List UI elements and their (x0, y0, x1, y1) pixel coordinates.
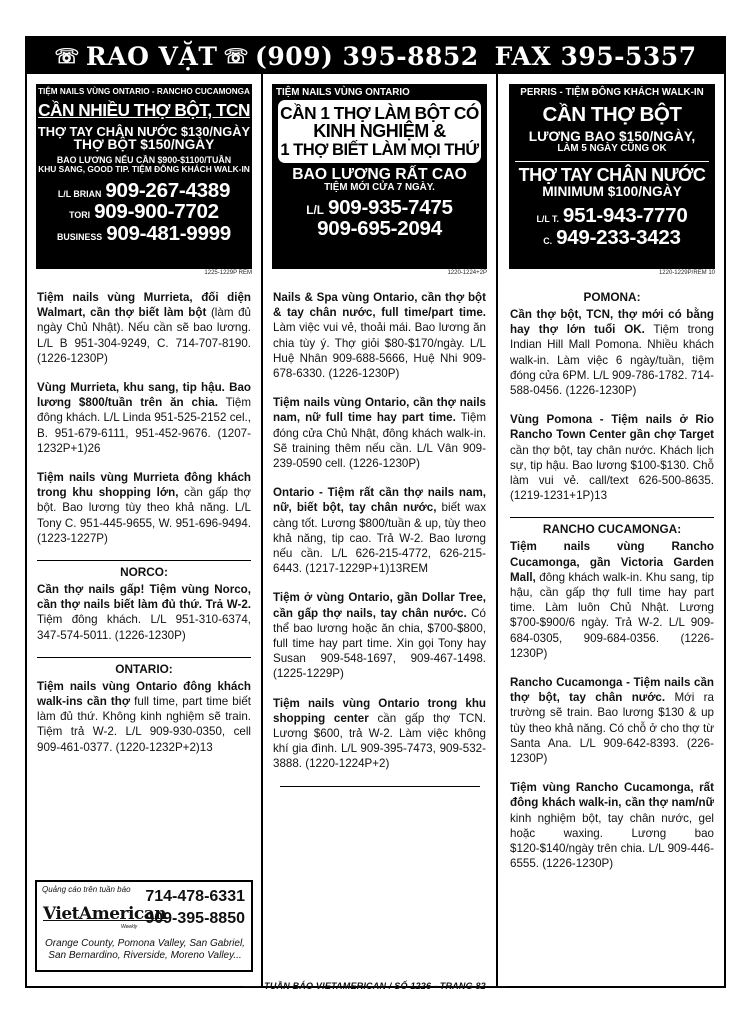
ad3-title: CẦN THỢ BỘT (542, 103, 682, 127)
masthead-phone: (909) 395-8852 (254, 41, 479, 71)
vietamerican-promo-box (35, 880, 253, 972)
ad2-headline-box: CẦN 1 THỢ LÀM BỘT CÓ KINH NGHIỆM & 1 THỢ BIẾT LÀM MỌI THỨ (278, 100, 481, 162)
masthead-title: RAO VẶT (85, 41, 218, 71)
ad1-code: 1225-1229P REM (204, 270, 252, 276)
listing: Tiệm vùng Rancho Cucamonga, rất đông khách walk-in, cần thợ nam/nữ kinh nghiệm bột, tay chân nước, gel hoặc waxing. Lương bao $120-$140/ngày trên chia. L/L 909-446-6555. (1226-1230P) (510, 781, 714, 871)
ad1-contact-3: BUSINESS 909-481-9999 (57, 221, 231, 245)
ad2-contact-2: 909-695-2094 (317, 217, 442, 241)
masthead (27, 38, 724, 74)
promo-phone-1: 714-478-6331 (145, 888, 245, 905)
ad3-contact-1: L/L T. 951-943-7770 (536, 203, 688, 227)
listing: Cần thợ nails gấp! Tiệm vùng Norco, cần thợ nails biết làm đủ thứ. Trả W-2. Tiệm đông khách. L/L 951-310-6374, 347-574-5011. (1226-1230P) (37, 583, 251, 642)
ad2-contact-1: L/L 909-935-7475 (306, 195, 453, 219)
vietamerican-logo: VietAmerican (43, 904, 167, 924)
listing: Tiệm ở vùng Ontario, gần Dollar Tree, cần gấp thợ nails, tay chân nước. Có thể bao lương hoặc ăn chia, $700-$800, full time hay part time. Xin gọi Tony hay Susan 909-548-1697, 909-467-1498. (1225-1229P) (273, 591, 486, 681)
ad3-title-2: THỢ TAY CHÂN NƯỚC (515, 161, 709, 185)
ad3-code: 1220-1229P/REM 10 (658, 270, 715, 276)
ad2-heading: TIỆM NAILS VÙNG ONTARIO (276, 87, 410, 98)
section-heading-rancho-cucamonga: RANCHO CUCAMONGA: (510, 517, 714, 536)
ad3-minimum: MINIMUM $100/NGÀY (542, 183, 682, 199)
listing: Cần thợ bột, TCN, thợ mới có bằng hay thợ lớn tuổi OK. Tiệm trong Indian Hill Mall Pomona. Nhiều khách walk-in. Làm việc 6 ngày/tuần, tiệm đóng cửa 6PM. L/L 909-786-1782. 714-588-0456. (1226-1230P) (510, 308, 715, 398)
ad3-contact-2: C. 949-233-3423 (543, 225, 681, 249)
divider (280, 786, 480, 787)
listing: Vùng Murrieta, khu sang, tip hậu. Bao lương $800/tuần trên ăn chia. Tiệm đông khách. L/L Linda 951-525-2152 cel., B. 951-679-6111, 951-452-9676. (1207-1232P+1)26 (37, 381, 251, 455)
classifieds-page (25, 36, 726, 988)
ad1-title: CẦN NHIỀU THỢ BỘT, TCN (38, 99, 250, 120)
listing: Vùng Pomona - Tiệm nails ở Rio Rancho Town Center gần chợ Target cần thợ bột, tay chân nước. Khách lịch sự, tip hậu. Bao lương $100-$130. Chỗ làm vui vẻ. call/text 626-500-8635. (1219-1231+1P)13 (510, 413, 714, 503)
section-heading-pomona: POMONA: (583, 290, 641, 304)
listing: Tiệm nails vùng Murrieta đông khách trong khu shopping lớn, cần gấp thợ bột. Bao lương tùy theo khả năng. L/L Tony C. 951-445-9655, W. 951-696-9494. (1223-1227P) (37, 471, 251, 545)
ad1-note: KHU SANG, GOOD TIP. TIỆM ĐÔNG KHÁCH WALK-IN (38, 163, 250, 174)
listing: Tiệm nails vùng Murrieta, đối diện Walmart, cần thợ biết làm bột (làm đủ ngày Chủ Nhật). Nếu cần sẽ bao lương. L/L B 951-304-9249, C. 714-707-8190. (1226-1230P) (37, 291, 251, 365)
masthead-fax: FAX 395-5357 (494, 41, 697, 71)
listing: Nails & Spa vùng Ontario, cần thợ bột & tay chân nước, full time/part time. Làm việc vui vẻ, thoải mái. Bao lương ăn chia tùy ý. Thợ giỏi $80-$170/ngày. L/L Huệ Nhân 909-688-5666, Huệ Nhi 909-678-6330. (1226-1230P) (273, 291, 486, 381)
page-footer: —— TUẦN BÁO VIETAMERICAN / SỐ 1226 - TRANG 82 —— (243, 981, 507, 991)
ad1-heading: TIỆM NAILS VÙNG ONTARIO - RANCHO CUCAMONGA (38, 87, 250, 96)
listing: Tiệm nails vùng Ontario trong khu shopping center cần gấp thợ TCN. Lương $600, trả W-2. Làm việc không khí gia đình. L/L 909-395-7473, 909-532-3888. (1220-1224P+2) (273, 696, 486, 771)
display-ad-2 (272, 84, 487, 269)
display-ad-1 (36, 84, 252, 269)
column-middle (261, 74, 498, 986)
promo-phone-2: 909-395-8850 (145, 910, 245, 927)
section-heading-ontario: ONTARIO: (37, 657, 251, 676)
column-right (500, 74, 724, 986)
listing: Rancho Cucamonga - Tiệm nails cần thợ bột, tay chân nước. Mới ra trường sẽ train. Bao lương $130 & up tùy theo khả năng. Có chỗ ở cho thợ từ Santa Ana. L/L 909-642-8393. (226-1230P) (510, 676, 714, 766)
listing: Tiệm nails vùng Ontario, cần thợ nails nam, nữ full time hay part time. Tiệm đóng cửa Chủ Nhật, đông khách walk-in. Sẽ training thêm nếu cần. L/L Vân 909-239-0590 cell. (1226-1230P) (273, 396, 486, 471)
listing: Ontario - Tiệm rất cần thợ nails nam, nữ, biết bột, tay chân nước, biết wax càng tốt. Lương $800/tuần & up, tùy theo khả năng, tip cao. Trả W-2. Bao lương nếu cần. L/L 626-215-4772, 626-215-6443. (1217-1229P+1)13REM (273, 486, 486, 576)
phone-icon: ☏ (223, 44, 249, 68)
promo-caption: Quảng cáo trên tuần báo (42, 885, 131, 894)
ad1-guarantee: BAO LƯƠNG NẾU CẦN $900-$1100/TUẦN (56, 154, 232, 165)
ad2-note: TIỆM MỚI CỬA 7 NGÀY. (324, 182, 435, 194)
ad2-code: 1220-1224+2P (447, 270, 487, 276)
ad3-heading: PERRIS - TIỆM ĐÔNG KHÁCH WALK-IN (520, 87, 704, 98)
ad1-rate-2: THỢ BỘT $150/NGÀY (73, 137, 215, 153)
listing: Tiệm nails vùng Rancho Cucamonga, gần Victoria Garden Mall, đông khách walk-in. Khu sang, tip hậu, cần gấp thợ full time hay part time. Làm luôn Chủ Nhật. Lương $700-$900/6 ngày. Trả W-2. L/L 909-684-0305, 909-684-0356. (1226-1230P) (510, 540, 714, 660)
display-ad-3 (509, 84, 715, 269)
ad1-contact-1: L/L BRIAN 909-267-4389 (57, 178, 231, 202)
logo-weekly: Weekly (121, 924, 138, 930)
listing: Tiệm nails vùng Ontario đông khách walk-ins cần thợ full time, part time biết làm đủ thứ. Không kinh nghiệm sẽ train. Tiệm trả W-2. L/L 909-930-0350, cell 909-461-0377. (1220-1232P+2)13 (37, 679, 251, 754)
ad2-pay: BAO LƯƠNG RẤT CAO (292, 165, 467, 183)
ad3-note: LÀM 5 NGÀY CŨNG OK (557, 143, 667, 155)
ad1-contact-2: TORI 909-900-7702 (69, 200, 219, 224)
phone-icon: ☏ (54, 44, 80, 68)
ad1-rate-1: THỢ TAY CHÂN NƯỚC $130/NGÀY (37, 123, 251, 139)
ad3-pay: LƯƠNG BAO $150/NGÀY, (528, 128, 696, 144)
promo-areas: Orange County, Pomona Valley, San Gabriel, San Bernardino, Riverside, Moreno Valley... (45, 938, 245, 961)
section-heading-norco: NORCO: (37, 560, 251, 579)
column-left (27, 74, 261, 986)
